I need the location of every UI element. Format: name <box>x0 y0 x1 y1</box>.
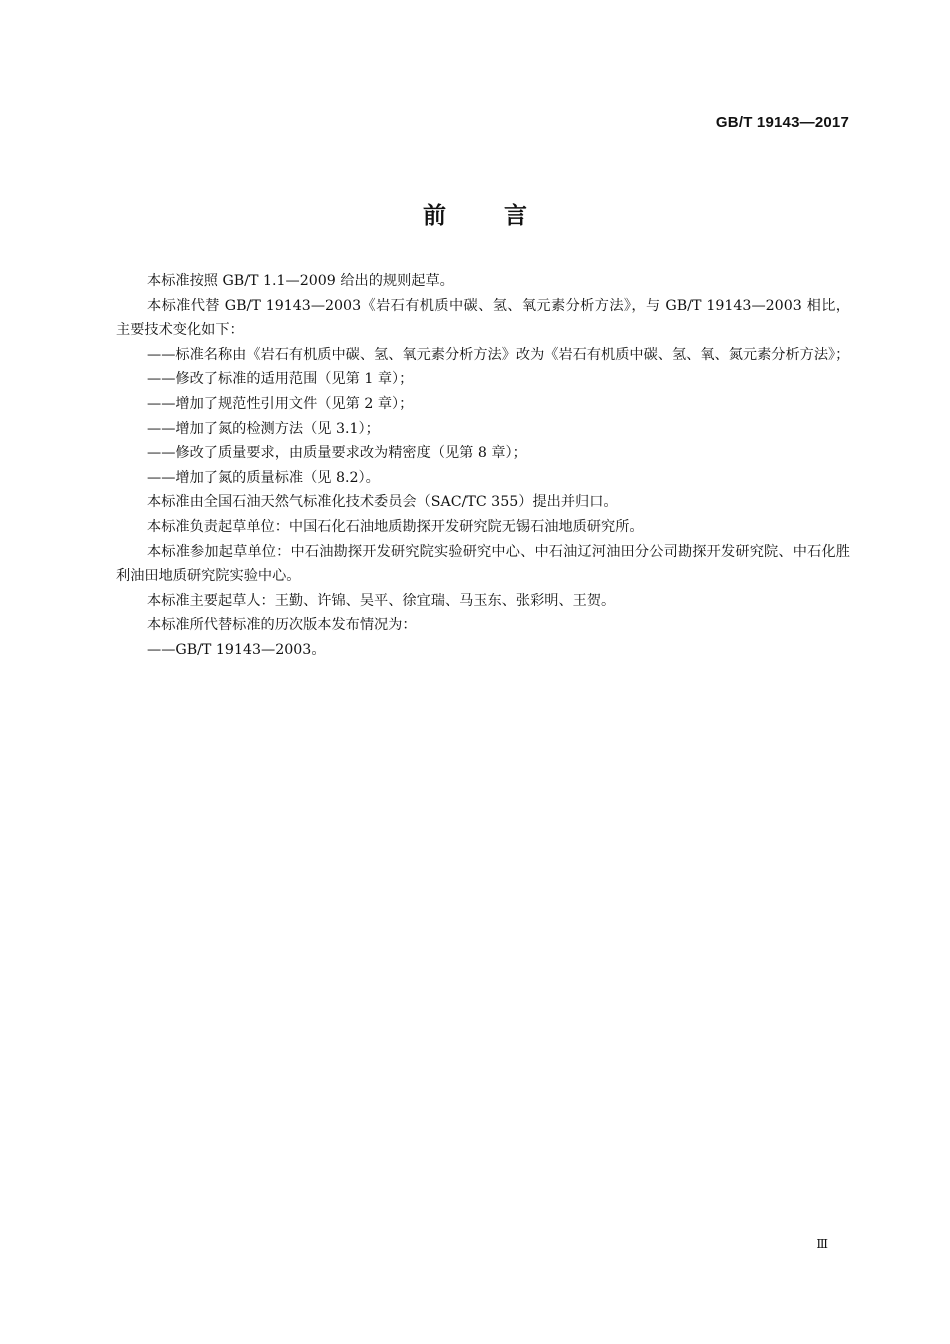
page-number: Ⅲ <box>816 1237 828 1251</box>
paragraph-proposer: 本标准由全国石油天然气标准化技术委员会（SAC/TC 355）提出并归口。 <box>147 494 618 511</box>
paragraph-lead-drafter: 本标准负责起草单位：中国石化石油地质勘探开发研究院无锡石油地质研究所。 <box>147 518 644 535</box>
change-item-scope: ——修改了标准的适用范围（见第 1 章）； <box>147 371 414 388</box>
previous-edition-item: ——GB/T 19143—2003。 <box>147 641 326 658</box>
paragraph-main-drafters: 本标准主要起草人：王勤、许锦、吴平、徐宜瑞、马玉东、张彩明、王贺。 <box>147 592 616 609</box>
preface-body <box>116 269 850 663</box>
change-item-nitrogen-quality: ——增加了氮的质量标准（见 8.2）。 <box>147 469 380 486</box>
paragraph-replacement: 本标准代替 GB/T 19143—2003《岩石有机质中碳、氢、氧元素分析方法》，与 GB/T 19143—2003 相比，主要技术变化如下： <box>116 297 850 339</box>
change-item-precision: ——修改了质量要求，由质量要求改为精密度（见第 8 章）； <box>147 445 527 462</box>
paragraph-previous-editions: 本标准所代替标准的历次版本发布情况为： <box>147 617 417 634</box>
paragraph-participating-drafters: 本标准参加起草单位：中石油勘探开发研究院实验研究中心、中石油辽河油田分公司勘探开发研究院、中石化胜利油田地质研究院实验中心。 <box>116 543 850 585</box>
change-item-nitrogen-method: ——增加了氮的检测方法（见 3.1）； <box>147 420 380 437</box>
page-title: 前言 <box>423 203 585 229</box>
change-item-normative-references: ——增加了规范性引用文件（见第 2 章）； <box>147 395 414 412</box>
standard-number: GB/T 19143—2017 <box>715 114 849 131</box>
change-item-title: ——标准名称由《岩石有机质中碳、氢、氧元素分析方法》改为《岩石有机质中碳、氢、氧、氮元素分析方法》； <box>147 346 850 363</box>
paragraph-drafting-rules: 本标准按照 GB/T 1.1—2009 给出的规则起草。 <box>147 273 454 289</box>
